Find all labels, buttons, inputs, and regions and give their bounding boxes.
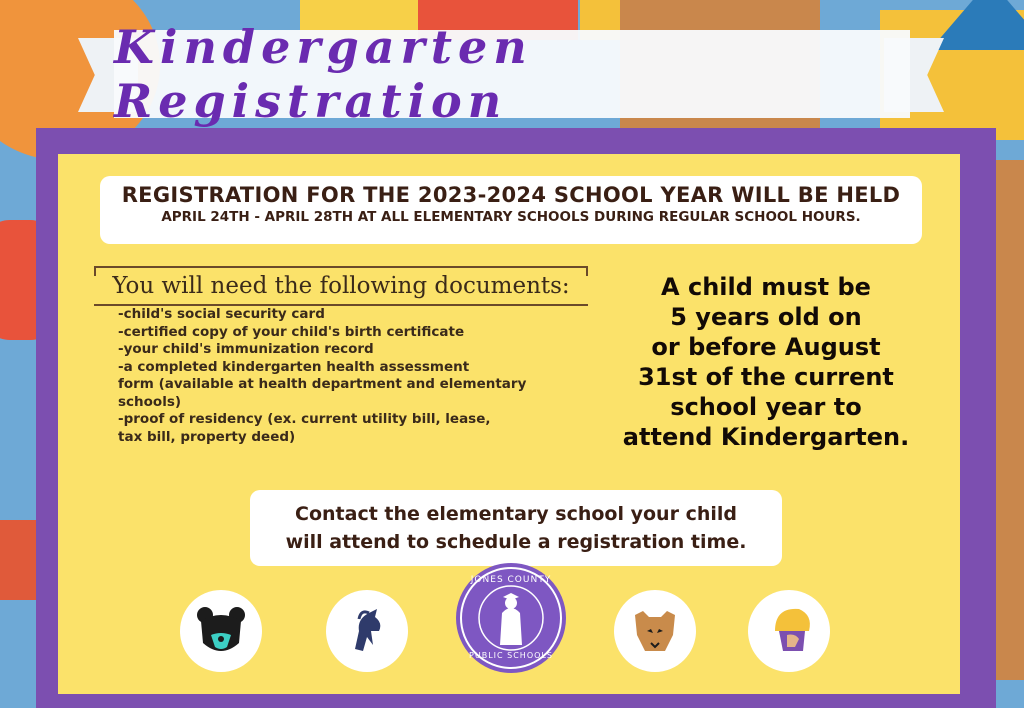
list-item: -your child's immunization record (118, 341, 374, 357)
age-line: 31st of the current (638, 363, 894, 391)
age-line: 5 years old on (670, 303, 862, 331)
bear-logo (180, 590, 262, 672)
title-banner (114, 20, 910, 128)
documents-heading: You will need the following documents: (112, 273, 570, 299)
age-requirement (606, 272, 926, 452)
list-item: tax bill, property deed) (118, 428, 296, 445)
page-title: Kindergarten Registration (114, 20, 533, 128)
list-item: -certified copy of your child's birth certificate (118, 323, 465, 340)
age-line: school year to (670, 393, 862, 421)
contact-line-2: will attend to schedule a registration time. (285, 531, 747, 553)
trojan-logo (748, 590, 830, 672)
trojan-icon (759, 601, 819, 661)
bear-icon (191, 601, 251, 661)
registration-line-2: APRIL 24TH - APRIL 28TH AT ALL ELEMENTARY SCHOOLS DURING REGULAR SCHOOL HOURS. (161, 209, 861, 225)
seal-bottom-text: PUBLIC SCHOOLS (469, 651, 553, 660)
age-line: attend Kindergarten. (622, 423, 910, 451)
age-line: A child must be (661, 273, 871, 301)
list-item: -proof of residency (ex. current utility bill, lease, (118, 411, 491, 427)
cougar-icon (625, 601, 685, 661)
registration-notice (100, 176, 922, 244)
documents-list (118, 306, 558, 446)
cougar-logo (614, 590, 696, 672)
contact-line-1: Contact the elementary school your child (295, 503, 737, 525)
mustang-logo (326, 590, 408, 672)
seal-top-text: JONES COUNTY (470, 575, 552, 585)
documents-heading-box (94, 266, 588, 306)
registration-line-1: REGISTRATION FOR THE 2023-2024 SCHOOL YEAR WILL BE HELD (121, 183, 901, 207)
contact-notice (250, 490, 782, 566)
horse-icon (337, 601, 397, 661)
list-item: -a completed kindergarten health assessment (118, 358, 470, 375)
list-item: schools) (118, 393, 182, 410)
district-seal (456, 563, 566, 673)
list-item: -child's social security card (118, 306, 325, 322)
age-line: or before August (651, 333, 881, 361)
list-item: form (available at health department and elementary (118, 376, 527, 392)
